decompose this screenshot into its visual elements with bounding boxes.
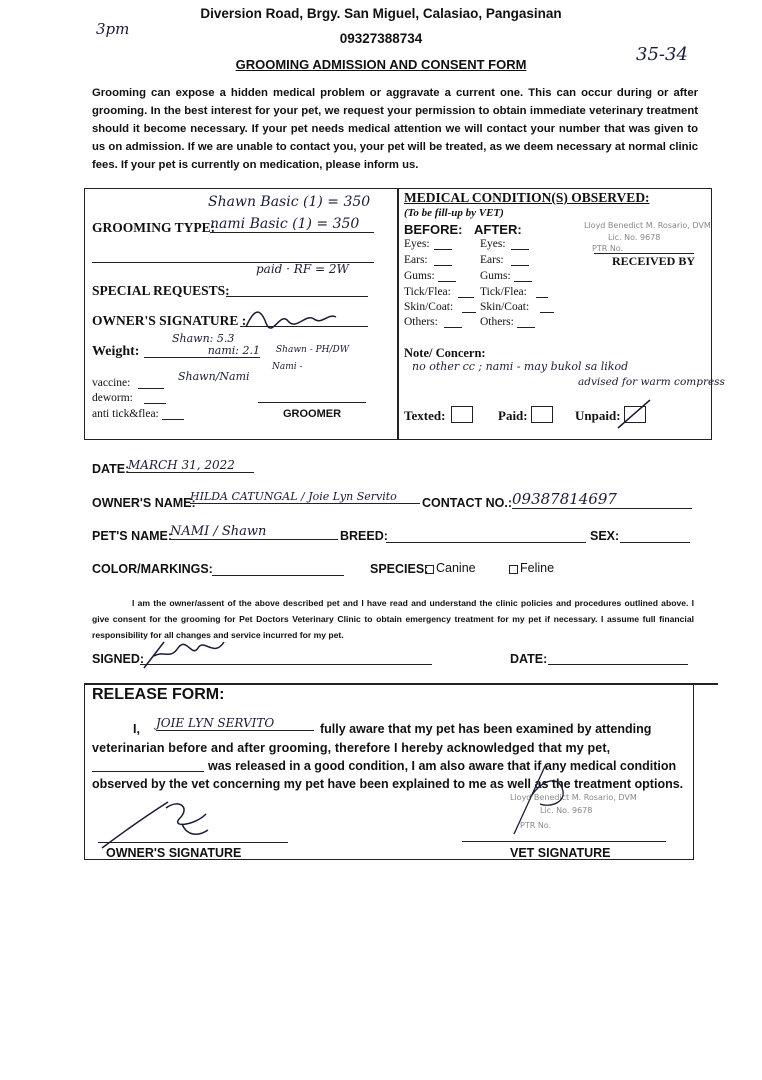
unpaid-label: Unpaid: — [575, 408, 621, 423]
form-title: GROOMING ADMISSION AND CONSENT FORM — [235, 57, 527, 72]
before-eyes-field[interactable] — [434, 249, 452, 250]
grooming-line1: Shawn Basic (1) = 350 — [208, 194, 371, 210]
before-gums: Gums: — [404, 270, 435, 282]
release-text3: was released in a good condition, I am also aware that if any medical condition — [208, 759, 677, 773]
paid-note: paid · RF = 2W — [256, 262, 349, 276]
groomer-label: GROOMER — [282, 408, 342, 420]
vaccine-label: vaccine: — [92, 377, 131, 389]
release-stamp-name: Lloyd Benedict M. Rosario, DVM — [510, 793, 637, 802]
release-title: RELEASE FORM: — [92, 686, 225, 703]
note-text1: no other cc ; nami - may bukol sa likod — [412, 360, 629, 373]
species-label: SPECIES: — [370, 562, 429, 576]
release-name[interactable]: JOIE LYN SERVITO — [156, 716, 314, 731]
weight-note2: Nami - — [272, 362, 303, 372]
after-skincoat-field[interactable] — [540, 312, 554, 313]
weight-note: Shawn - PH/DW — [276, 345, 349, 355]
after-skincoat: Skin/Coat: — [480, 301, 530, 313]
owner-name-label: OWNER'S NAME: — [92, 496, 196, 510]
feline-checkbox[interactable] — [509, 565, 518, 574]
after-tickflea: Tick/Flea: — [480, 286, 527, 298]
special-requests-field[interactable] — [226, 296, 368, 297]
signed-date-field[interactable] — [548, 664, 688, 665]
release-text1: fully aware that my pet has been examined by attending — [320, 722, 652, 736]
contact-value[interactable]: 09387814697 — [512, 490, 692, 509]
after-eyes: Eyes: — [480, 238, 506, 250]
before-skincoat-field[interactable] — [462, 312, 476, 313]
time-note: 3pm — [96, 20, 130, 38]
release-top-rule — [84, 683, 718, 685]
pet-name-value[interactable]: NAMI / Shawn — [170, 524, 338, 540]
weight-shawn: Shawn: 5.3 — [172, 332, 235, 345]
before-tickflea: Tick/Flea: — [404, 286, 451, 298]
color-field[interactable] — [212, 575, 344, 576]
stamp-lic: Lic. No. 9678 — [608, 233, 661, 242]
before-eyes: Eyes: — [404, 238, 430, 250]
breed-label: BREED: — [340, 529, 388, 543]
release-stamp-lic: Lic. No. 9678 — [540, 806, 593, 815]
signed-date-label: DATE: — [510, 652, 548, 666]
release-owner-signature — [96, 794, 226, 854]
before-header: BEFORE: — [404, 222, 463, 237]
texted-label: Texted: — [404, 408, 446, 423]
vaccine-value: Shawn/Nami — [178, 370, 250, 383]
owner-signature-label: OWNER'S SIGNATURE : — [92, 313, 247, 328]
sex-field[interactable] — [620, 542, 690, 543]
pet-name-label: PET'S NAME: — [92, 529, 173, 543]
received-by-label: RECEIVED BY — [612, 254, 696, 268]
unpaid-check-mark — [614, 396, 654, 432]
release-text2: veterinarian before and after grooming, therefore I hereby acknowledged that my pet, — [92, 741, 611, 755]
weight-label: Weight: — [92, 344, 140, 359]
after-others-field[interactable] — [517, 327, 535, 328]
after-eyes-field[interactable] — [511, 249, 529, 250]
release-text4: observed by the vet concerning my pet have been explained to me as well as the treatment options. — [92, 777, 684, 791]
box-divider — [397, 188, 399, 440]
before-ears-field[interactable] — [434, 265, 452, 266]
before-tickflea-field[interactable] — [458, 297, 474, 298]
date-value[interactable]: MARCH 31, 2022 — [128, 458, 254, 473]
before-ears: Ears: — [404, 254, 428, 266]
special-requests-label: SPECIAL REQUESTS: — [92, 283, 230, 298]
stamp-name: Lloyd Benedict M. Rosario, DVM — [584, 221, 711, 230]
owner-signature-line[interactable] — [98, 842, 288, 843]
after-others: Others: — [480, 316, 514, 328]
owner-name-value[interactable]: HILDA CATUNGAL / Joie Lyn Servito — [190, 490, 420, 504]
after-gums-field[interactable] — [514, 281, 532, 282]
breed-field[interactable] — [386, 542, 586, 543]
antitick-field[interactable] — [162, 419, 184, 420]
paid-label: Paid: — [498, 408, 528, 423]
before-skincoat: Skin/Coat: — [404, 301, 454, 313]
medical-title: MEDICAL CONDITION(S) OBSERVED: — [404, 190, 650, 205]
note-label: Note/ Concern: — [404, 346, 486, 360]
clinic-address: Diversion Road, Brgy. San Miguel, Calasiao, Pangasinan — [200, 6, 562, 21]
canine-label: Canine — [436, 561, 476, 575]
texted-checkbox[interactable] — [451, 406, 473, 423]
before-others: Others: — [404, 316, 438, 328]
grooming-line2[interactable]: nami Basic (1) = 350 — [210, 216, 374, 233]
id-note: 35-34 — [636, 44, 688, 65]
release-stamp-ptr: PTR No. — [520, 821, 552, 830]
deworm-field[interactable] — [144, 403, 166, 404]
vet-signature-caption: VET SIGNATURE — [510, 846, 611, 860]
consent-paragraph: I am the owner/assent of the above described pet and I have read and understand the clinic policies and procedures outlined above. I give consent for the grooming for Pet Doctors Veterinary Clinic to obtain emergency treatment for my pet if necessary. I assume full financial responsibility for all changes and service incurred for my pet. — [92, 598, 694, 640]
weight-nami[interactable]: nami: 2.1 — [144, 344, 260, 358]
antitick-label: anti tick&flea: — [92, 408, 159, 420]
after-gums: Gums: — [480, 270, 511, 282]
release-i-label: I, — [133, 722, 140, 736]
canine-checkbox[interactable] — [425, 565, 434, 574]
grooming-type-label: GROOMING TYPE: — [92, 220, 216, 235]
color-label: COLOR/MARKINGS: — [92, 562, 213, 576]
feline-label: Feline — [520, 561, 555, 575]
before-others-field[interactable] — [444, 327, 462, 328]
deworm-label: deworm: — [92, 392, 133, 404]
sex-label: SEX: — [590, 529, 620, 543]
signed-label: SIGNED: — [92, 652, 145, 666]
contact-label: CONTACT NO.: — [422, 496, 513, 510]
note-text2: advised for warm compress — [578, 376, 725, 388]
clinic-phone: 09327388734 — [339, 31, 423, 46]
vet-signature-scribble — [500, 758, 580, 838]
owner-signature-caption: OWNER'S SIGNATURE — [106, 846, 242, 860]
stamp-ptr: PTR No. — [592, 244, 624, 253]
after-tickflea-field[interactable] — [536, 297, 548, 298]
release-pet-field[interactable] — [92, 771, 204, 772]
owner-signature-scribble — [240, 303, 340, 333]
date-label: DATE: — [92, 462, 130, 476]
groomer-signature-field[interactable] — [258, 402, 366, 403]
vaccine-field[interactable] — [138, 388, 164, 389]
intro-paragraph: Grooming can expose a hidden medical problem or aggravate a current one. This can occur during or after grooming. In the best interest for your pet, we request your permission to obtain immediate veterinary treatment should it become necessary. If your pet needs medical attention we will contact your number that was given to us on admission. If we are unable to contact you, your pet will be treated, as we deem necessary at normal clinic fees. If your pet is currently on medication, please inform us. — [92, 87, 698, 171]
after-ears: Ears: — [480, 254, 504, 266]
signed-signature — [140, 636, 240, 672]
paid-checkbox[interactable] — [531, 406, 553, 423]
after-ears-field[interactable] — [511, 265, 529, 266]
vet-signature-line[interactable] — [462, 841, 666, 842]
medical-subtitle: (To be fill-up by VET) — [404, 207, 504, 219]
before-gums-field[interactable] — [438, 281, 456, 282]
after-header: AFTER: — [474, 222, 522, 237]
